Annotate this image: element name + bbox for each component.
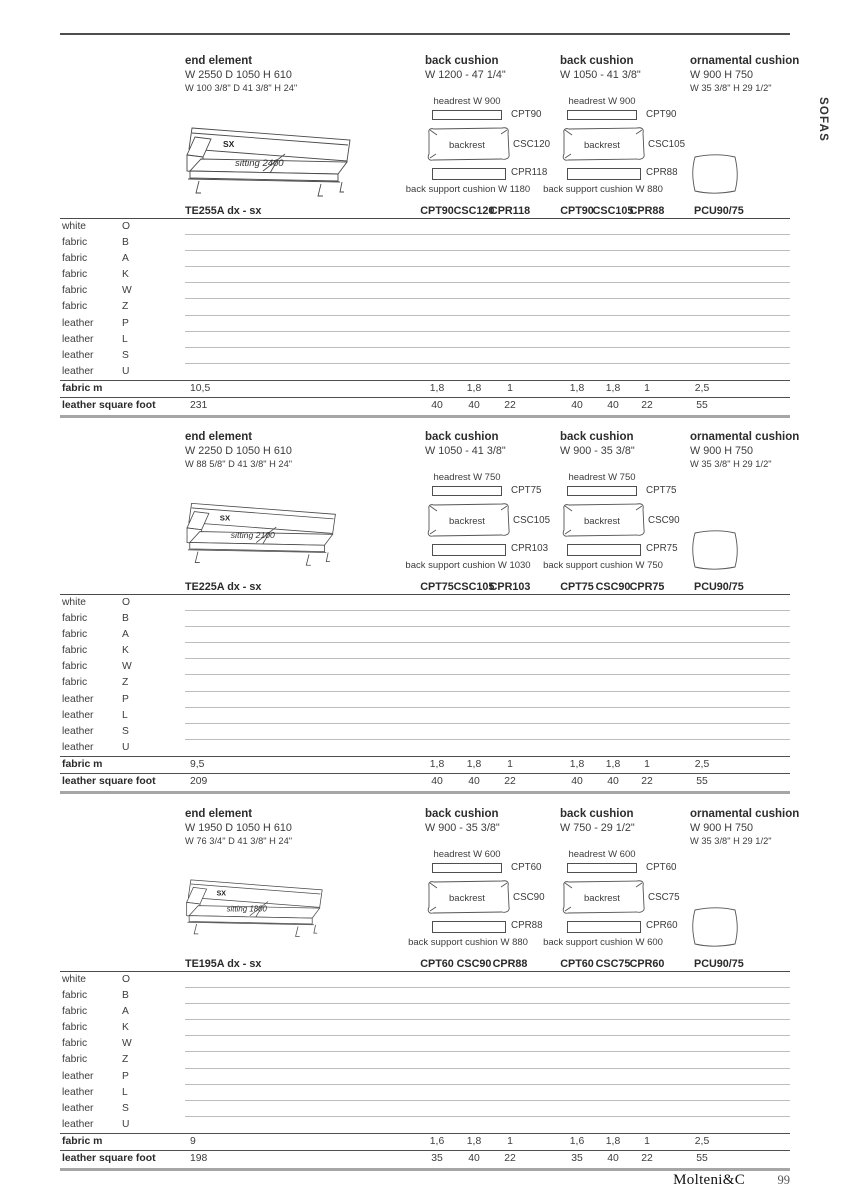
spec-table <box>60 205 790 418</box>
headrest-code: CPT75 <box>511 485 542 496</box>
col-header: CPT60 <box>420 958 454 970</box>
back-cushion-title: back cushion <box>425 55 499 67</box>
material-row: leather P <box>60 1069 790 1085</box>
col-header: CSC120 <box>453 205 495 217</box>
ornamental-cushion-column <box>690 808 800 848</box>
back-support-code: CPR60 <box>646 920 678 931</box>
chapter-tab-sofas: SOFAS <box>817 97 829 142</box>
back-cushion-column-1 <box>405 55 560 195</box>
end-element-dim-imperial: W 88 5/8" D 41 3/8" H 24" <box>185 459 293 469</box>
col-header: CPT75 <box>420 581 454 593</box>
page-footer <box>60 1171 790 1189</box>
back-cushion-dim: W 900 - 35 3/8" <box>425 822 500 834</box>
col-header: PCU90/75 <box>694 205 744 217</box>
col-header: PCU90/75 <box>694 581 744 593</box>
brand-logotype: Molteni&C <box>673 1172 746 1188</box>
headrest-diagram <box>567 863 637 873</box>
material-row: leather U <box>62 741 130 753</box>
ornamental-dim-metric: W 900 H 750 <box>690 445 754 457</box>
back-cushion-column-1 <box>405 431 560 571</box>
back-support-label: back support cushion W 1030 <box>405 560 531 571</box>
back-cushion-dim: W 1200 - 47 1/4" <box>425 69 506 81</box>
fabric-meters-row: fabric m 9 1,6 1,8 1 1,6 1,8 1 2,5 <box>60 1133 790 1152</box>
ornamental-dim-imperial: W 35 3/8" H 29 1/2" <box>690 459 772 469</box>
backrest-label: backrest <box>449 893 485 904</box>
back-support-code: CPR75 <box>646 543 678 554</box>
end-element-dim-metric: W 2550 D 1050 H 610 <box>185 69 292 81</box>
page-top-rule <box>60 33 790 35</box>
backrest-code: CSC105 <box>513 515 551 526</box>
back-cushion-title: back cushion <box>560 431 634 443</box>
backrest-diagram <box>425 502 513 538</box>
back-support-code: CPR118 <box>511 167 548 178</box>
ornamental-cushion-diagram <box>690 152 740 196</box>
page-number: 99 <box>777 1173 790 1187</box>
col-header: CSC105 <box>453 581 495 593</box>
end-element-title: end element <box>185 55 253 67</box>
headrest-diagram <box>432 486 502 496</box>
back-support-diagram <box>432 168 506 180</box>
backrest-label: backrest <box>584 516 620 527</box>
spec-table <box>60 958 790 1171</box>
material-row: leather L <box>60 332 790 348</box>
backrest-code: CSC120 <box>513 139 551 150</box>
sofa-line-drawing <box>185 874 328 939</box>
col-header: CPR88 <box>492 958 528 970</box>
leather-sqft-row: leather square foot 231 40 40 22 40 40 22 55 <box>60 398 790 418</box>
back-support-label: back support cushion W 600 <box>543 937 663 948</box>
material-row: leather S <box>60 1101 790 1117</box>
spec-table-header <box>60 205 790 219</box>
sofa-sx-label: sx <box>219 513 231 523</box>
ornamental-cushion-title: ornamental cushion <box>690 431 800 443</box>
back-support-diagram <box>432 921 506 933</box>
material-row: fabric B <box>60 235 790 251</box>
back-cushion-dim: W 1050 - 41 3/8" <box>560 69 641 81</box>
back-support-diagram <box>567 168 641 180</box>
col-header: CPT75 <box>560 581 594 593</box>
sofa-sitting-label: sitting 2100 <box>230 529 275 540</box>
back-cushion-column-2 <box>543 431 695 571</box>
spec-table-header <box>60 581 790 595</box>
product-section-te195a <box>0 808 848 1185</box>
back-cushion-title: back cushion <box>560 808 634 820</box>
sofa-sitting-label: sitting 2400 <box>235 158 284 169</box>
material-row: white O <box>60 219 790 235</box>
headrest-diagram <box>432 863 502 873</box>
material-row: fabric Z <box>60 1052 790 1068</box>
end-element-column <box>185 808 420 914</box>
sofa-line-drawing <box>185 497 342 568</box>
spec-table-header <box>60 958 790 972</box>
backrest-code: CSC90 <box>513 892 545 903</box>
ornamental-cushion-diagram <box>690 528 740 572</box>
material-row: fabric A <box>60 251 790 267</box>
back-cushion-title: back cushion <box>425 808 499 820</box>
back-cushion-dim: W 900 - 35 3/8" <box>560 445 635 457</box>
back-cushion-column-2 <box>543 808 695 948</box>
back-cushion-title: back cushion <box>560 55 634 67</box>
model-name: TE225A dx - sx <box>185 581 262 593</box>
backrest-diagram <box>425 126 513 162</box>
material-row: fabric K <box>60 1020 790 1036</box>
material-row: fabric K <box>60 267 790 283</box>
back-cushion-dim: W 750 - 29 1/2" <box>560 822 635 834</box>
col-header: CPR118 <box>489 205 531 217</box>
material-row: leather P <box>60 692 790 708</box>
headrest-label: headrest W 600 <box>433 849 501 860</box>
back-support-diagram <box>567 921 641 933</box>
back-cushion-dim: W 1050 - 41 3/8" <box>425 445 506 457</box>
back-cushion-title: back cushion <box>425 431 499 443</box>
headrest-diagram <box>567 486 637 496</box>
headrest-code: CPT90 <box>646 109 677 120</box>
end-element-dim-metric: W 2250 D 1050 H 610 <box>185 445 292 457</box>
material-row: leather U <box>62 1118 130 1130</box>
product-section-te225a <box>0 431 848 808</box>
headrest-diagram <box>567 110 637 120</box>
material-row: fabric Z <box>60 299 790 315</box>
ornamental-cushion-title: ornamental cushion <box>690 55 800 67</box>
backrest-code: CSC90 <box>648 515 680 526</box>
ornamental-cushion-title: ornamental cushion <box>690 808 800 820</box>
back-support-code: CPR88 <box>511 920 543 931</box>
headrest-label: headrest W 900 <box>568 96 636 107</box>
material-row: leather P <box>60 316 790 332</box>
ornamental-cushion-column <box>690 431 800 471</box>
backrest-code: CSC105 <box>648 139 686 150</box>
headrest-label: headrest W 750 <box>433 472 501 483</box>
sofa-sx-label: sx <box>223 139 235 149</box>
ornamental-cushion-diagram <box>690 905 740 949</box>
headrest-label: headrest W 900 <box>433 96 501 107</box>
material-row: fabric A <box>60 627 790 643</box>
fabric-meters-row: fabric m 9,5 1,8 1,8 1 1,8 1,8 1 2,5 <box>60 756 790 775</box>
headrest-diagram <box>432 110 502 120</box>
material-row: leather U <box>62 365 130 377</box>
col-header: CPR103 <box>489 581 531 593</box>
leather-sqft-row: leather square foot 209 40 40 22 40 40 22 55 <box>60 774 790 794</box>
material-row: fabric W <box>60 283 790 299</box>
end-element-dim-metric: W 1950 D 1050 H 610 <box>185 822 292 834</box>
model-name: TE195A dx - sx <box>185 958 262 970</box>
backrest-label: backrest <box>584 140 620 151</box>
back-support-label: back support cushion W 750 <box>543 560 663 571</box>
sofa-sitting-label: sitting 1800 <box>226 904 267 914</box>
headrest-code: CPT75 <box>646 485 677 496</box>
back-support-label: back support cushion W 880 <box>543 184 663 195</box>
sofa-sx-label: sx <box>216 890 226 898</box>
end-element-title: end element <box>185 808 253 820</box>
back-support-label: back support cushion W 880 <box>408 937 528 948</box>
back-cushion-column-1 <box>408 808 560 948</box>
back-support-diagram <box>432 544 506 556</box>
material-row: fabric Z <box>60 675 790 691</box>
end-element-column <box>185 55 420 169</box>
end-element-column <box>185 431 420 540</box>
back-support-code: CPR88 <box>646 167 678 178</box>
col-header: CSC90 <box>456 958 492 970</box>
material-row: leather S <box>60 348 790 364</box>
backrest-diagram <box>425 879 513 915</box>
headrest-label: headrest W 750 <box>568 472 636 483</box>
headrest-label: headrest W 600 <box>568 849 636 860</box>
fabric-meters-row: fabric m 10,5 1,8 1,8 1 1,8 1,8 1 2,5 <box>60 380 790 399</box>
material-row: leather S <box>60 724 790 740</box>
model-name: TE255A dx - sx <box>185 205 262 217</box>
backrest-label: backrest <box>449 516 485 527</box>
col-header: CPT90 <box>420 205 454 217</box>
backrest-diagram <box>560 502 648 538</box>
material-row: white O <box>60 595 790 611</box>
material-row: fabric W <box>60 659 790 675</box>
sofa-line-drawing <box>185 121 357 199</box>
material-row: fabric K <box>60 643 790 659</box>
material-row: fabric B <box>60 988 790 1004</box>
backrest-code: CSC75 <box>648 892 680 903</box>
col-header: CPR75 <box>629 581 665 593</box>
ornamental-dim-metric: W 900 H 750 <box>690 822 754 834</box>
backrest-label: backrest <box>449 140 485 151</box>
ornamental-cushion-column <box>690 55 800 95</box>
end-element-title: end element <box>185 431 253 443</box>
backrest-diagram <box>560 879 648 915</box>
col-header: CSC105 <box>592 205 634 217</box>
material-row: leather L <box>60 1085 790 1101</box>
col-header: CSC90 <box>595 581 631 593</box>
backrest-diagram <box>560 126 648 162</box>
leather-sqft-row: leather square foot 198 35 40 22 35 40 22 55 <box>60 1151 790 1171</box>
back-support-label: back support cushion W 1180 <box>405 184 531 195</box>
col-header: CPR88 <box>629 205 665 217</box>
material-row: fabric W <box>60 1036 790 1052</box>
back-cushion-column-2 <box>543 55 695 195</box>
material-row: white O <box>60 972 790 988</box>
end-element-dim-imperial: W 100 3/8" D 41 3/8" H 24" <box>185 83 298 93</box>
backrest-label: backrest <box>584 893 620 904</box>
material-row: leather L <box>60 708 790 724</box>
headrest-code: CPT90 <box>511 109 542 120</box>
ornamental-dim-metric: W 900 H 750 <box>690 69 754 81</box>
col-header: CSC75 <box>595 958 631 970</box>
material-row: fabric B <box>60 611 790 627</box>
back-support-diagram <box>567 544 641 556</box>
col-header: CPT90 <box>560 205 594 217</box>
ornamental-dim-imperial: W 35 3/8" H 29 1/2" <box>690 83 772 93</box>
col-header: PCU90/75 <box>694 958 744 970</box>
headrest-code: CPT60 <box>511 862 542 873</box>
headrest-code: CPT60 <box>646 862 677 873</box>
col-header: CPT60 <box>560 958 594 970</box>
ornamental-dim-imperial: W 35 3/8" H 29 1/2" <box>690 836 772 846</box>
end-element-dim-imperial: W 76 3/4" D 41 3/8" H 24" <box>185 836 293 846</box>
material-row: fabric A <box>60 1004 790 1020</box>
back-support-code: CPR103 <box>511 543 549 554</box>
product-section-te255a <box>0 55 848 432</box>
spec-table <box>60 581 790 794</box>
col-header: CPR60 <box>629 958 665 970</box>
